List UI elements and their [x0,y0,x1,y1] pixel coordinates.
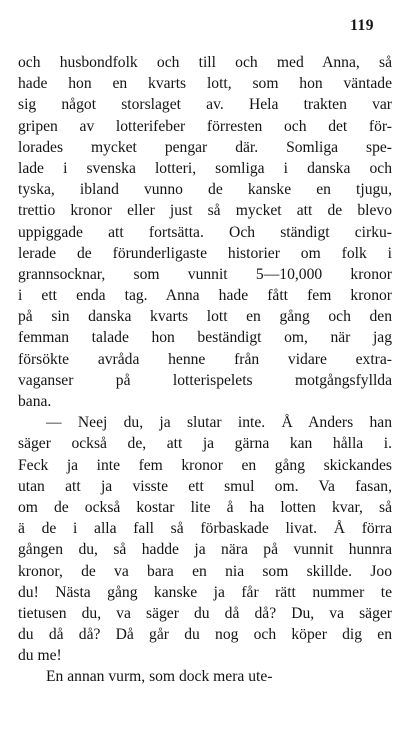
text-line: du då då? Då går du nog och köper dig en [18,626,392,644]
text-line: — Neej du, ja slutar inte. Å Anders han [46,414,392,432]
text-line: ä de i alla fall så förbaskade livat. Å förra [18,520,392,538]
text-line: uppiggade att fortsätta. Och ständigt cirku- [18,223,392,241]
page-number: 119 [350,17,374,34]
text-line: hade hon en kvarts lott, som hon väntade [18,75,392,93]
text-line: lerade de förunderligaste historier om folk i [18,244,392,262]
text-line: vaganser på lotterispelets motgångsfyllda [18,371,392,389]
text-line: femman talade hon beständigt om, när jag [18,329,392,347]
text-line: tyska, ibland vunno de kanske en tjugu, [18,181,392,199]
text-line: lade i svenska lotteri, somliga i danska och [18,159,392,177]
text-line: på sin danska kvarts lott en gång och den [18,308,392,326]
text-line: bana. [18,393,52,410]
text-line: säger också de, att ja gärna kan hålla i. [18,435,392,453]
text-line: Feck ja inte fem kronor en gång skickandes [18,456,392,474]
text-line: du! Nästa gång kanske ja får rätt nummer te [18,583,392,601]
text-line: i ett enda tag. Anna hade fått fem kronor [18,287,392,305]
paragraph [18,412,392,666]
text-line: utan att ja visste ett smul om. Va fasan, [18,477,392,495]
text-line: sig något storslaget av. Hela trakten var [18,96,392,114]
text-line: En annan vurm, som dock mera ute- [46,668,273,686]
text-line: du me! [18,647,62,665]
text-line: om de också kostar lite å ha lotten kvar, så [18,498,392,516]
text-line: försökte avråda henne från vidare extra- [18,350,392,368]
text-line: lorades mycket pengar där. Somliga spe- [18,138,392,156]
paragraph [18,52,392,412]
text-line: tietusen du, va säger du då då? Du, va säger [18,604,392,622]
text-line: gripen av lotterifeber förresten och det för- [18,117,392,135]
text-line: gången du, så hadde ja nära på vunnit hunnra [18,541,392,559]
body-text [18,52,392,688]
text-line: trettio kronor eller just så mycket att de blevo [18,202,392,220]
text-line: kronor, de va bara en nia som skillde. Joo [18,562,392,580]
text-line: och husbondfolk och till och med Anna, så [18,54,392,71]
text-line: grannsocknar, som vunnit 5—10,000 kronor [18,265,392,283]
paragraph [18,666,392,687]
